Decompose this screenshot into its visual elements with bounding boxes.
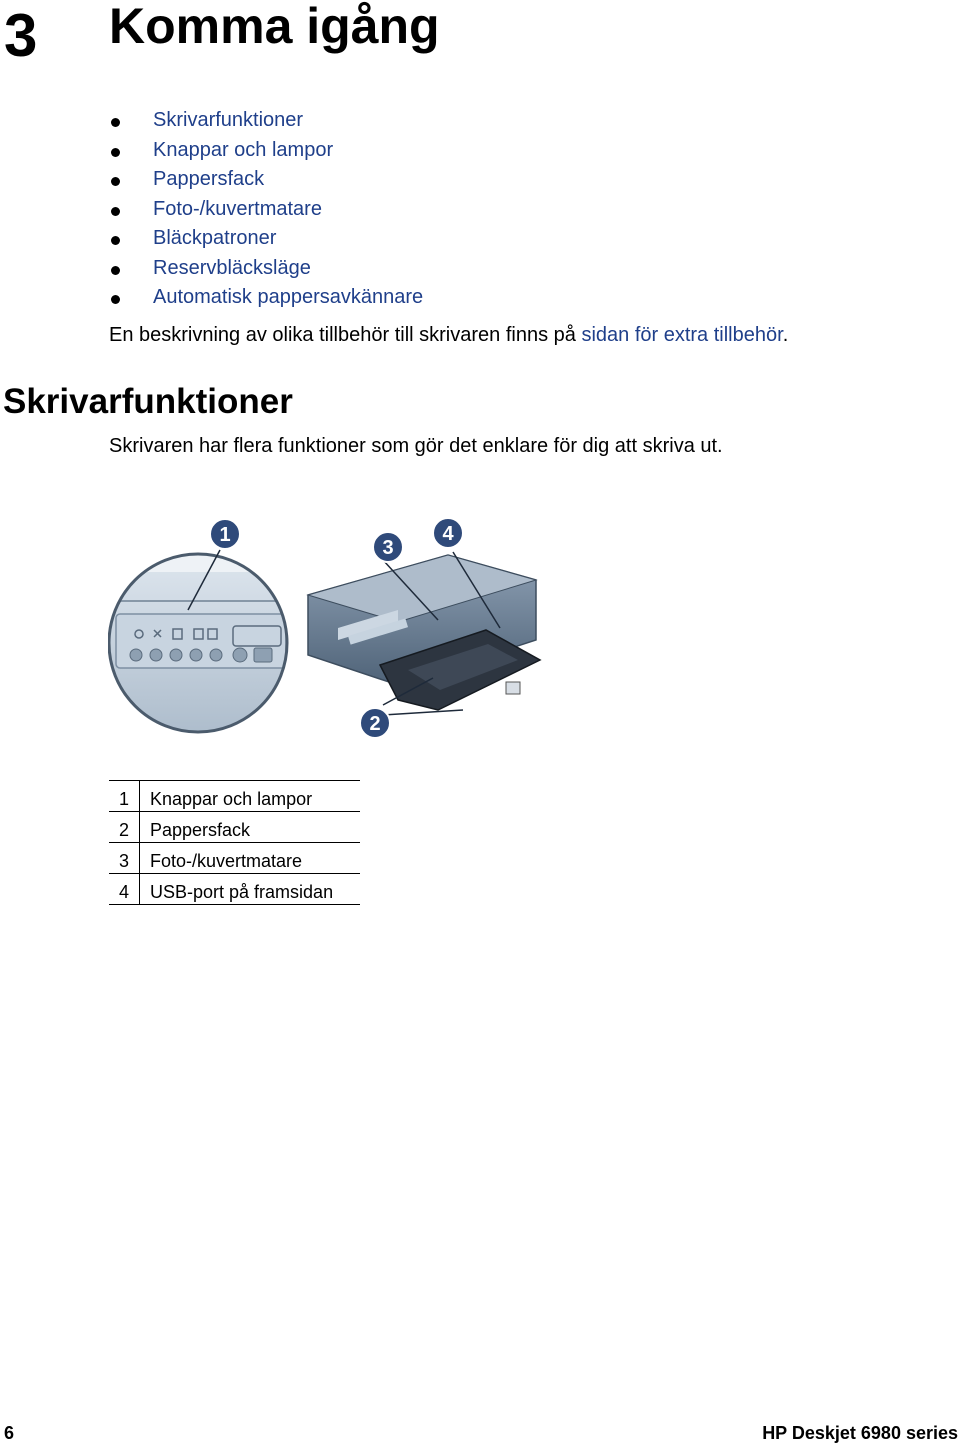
toc-link-reservblack[interactable]: Reservbläcksläge — [153, 256, 311, 279]
toc-item — [109, 195, 423, 225]
table-row — [109, 781, 360, 812]
callout-label: Knappar och lampor — [140, 781, 361, 812]
callout-badge-2 — [360, 708, 390, 738]
callout-number: 3 — [109, 843, 140, 874]
callout-label-1: 1 — [219, 524, 231, 546]
callout-badge-3 — [373, 532, 403, 562]
toc-link-fotomatare[interactable]: Foto-/kuvertmatare — [153, 197, 322, 220]
bullet-icon — [111, 295, 120, 304]
product-name: HP Deskjet 6980 series — [762, 1423, 958, 1443]
page-number: 6 — [4, 1423, 15, 1443]
toc-item — [109, 283, 423, 313]
intro-paragraph — [109, 322, 788, 348]
toc-item — [109, 224, 423, 254]
callout-label-2: 2 — [369, 713, 381, 735]
callout-legend-table — [109, 780, 360, 905]
bullet-icon — [111, 118, 120, 127]
callout-label-4: 4 — [442, 523, 454, 545]
printer-body — [308, 555, 540, 710]
intro-text: En beskrivning av olika tillbehör till skrivaren finns på — [109, 324, 582, 346]
callout-label: Pappersfack — [140, 812, 361, 843]
control-panel-zoom — [108, 550, 308, 750]
bullet-icon — [111, 207, 120, 216]
callout-badge-4 — [433, 518, 463, 548]
toc-link-blackpatroner[interactable]: Bläckpatroner — [153, 227, 277, 249]
callout-label: USB-port på framsidan — [140, 874, 361, 905]
callout-label-3: 3 — [382, 537, 394, 559]
section-description: Skrivaren har flera funktioner som gör det enklare för dig att skriva ut. — [109, 435, 723, 457]
callout-badge-1 — [210, 519, 240, 549]
toc-item — [109, 254, 423, 284]
toc-link-pappersfack[interactable]: Pappersfack — [153, 168, 265, 190]
chapter-toc — [109, 106, 423, 313]
bullet-icon — [111, 266, 120, 275]
section-title: Skrivarfunktioner — [3, 382, 293, 421]
table-row — [109, 874, 360, 905]
toc-link-pappersavkannare[interactable]: Automatisk pappersavkännare — [153, 286, 424, 308]
callout-label: Foto-/kuvertmatare — [140, 843, 361, 874]
bullet-icon — [111, 236, 120, 245]
toc-link-skrivarfunktioner[interactable]: Skrivarfunktioner — [153, 109, 304, 131]
callout-number: 4 — [109, 874, 140, 905]
callout-number: 1 — [109, 781, 140, 812]
toc-item — [109, 165, 423, 195]
intro-end: . — [782, 324, 789, 346]
bullet-icon — [111, 177, 120, 186]
toc-item — [109, 106, 423, 136]
toc-link-knappar[interactable]: Knappar och lampor — [153, 138, 334, 161]
table-row — [109, 843, 360, 874]
callout-number: 2 — [109, 812, 140, 843]
toc-item — [109, 136, 423, 166]
printer-illustration — [108, 510, 548, 750]
chapter-title: Komma igång — [109, 0, 440, 54]
bullet-icon — [111, 148, 120, 157]
chapter-number: 3 — [4, 2, 38, 69]
table-row — [109, 812, 360, 843]
accessories-link[interactable]: sidan för extra tillbehör — [581, 324, 783, 346]
